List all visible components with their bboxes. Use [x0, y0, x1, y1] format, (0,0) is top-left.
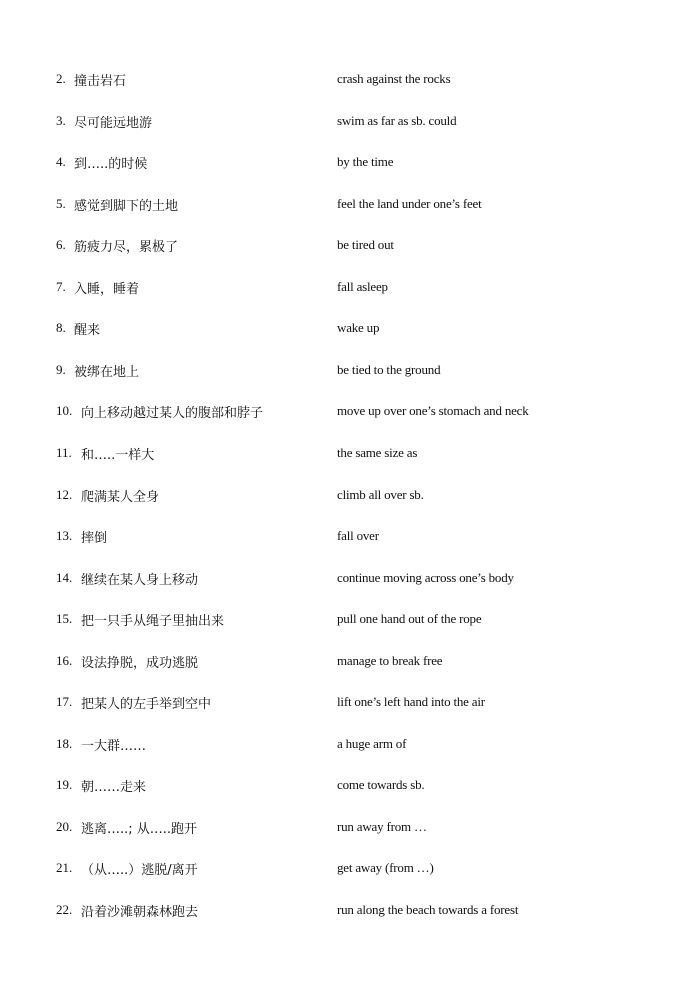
phrase-row — [0, 815, 695, 839]
phrase-row — [0, 399, 695, 423]
phrase-row — [0, 856, 695, 880]
english-phrase: a huge arm of — [337, 735, 407, 751]
chinese-phrase: 和…..一样大 — [81, 447, 155, 463]
english-phrase: crash against the rocks — [337, 71, 451, 86]
english-phrase: run away from … — [337, 818, 427, 834]
chinese-phrase: 继续在某人身上移动 — [81, 572, 199, 588]
item-number: 15. — [56, 611, 73, 627]
chinese-phrase: 摔倒 — [81, 531, 108, 546]
chinese-phrase: 向上移动越过某人的腹部和脖子 — [81, 406, 264, 422]
phrase-row — [0, 649, 695, 673]
phrase-row — [0, 150, 695, 174]
phrase-row — [0, 109, 695, 133]
phrase-row — [0, 67, 695, 91]
chinese-phrase: 设法挣脱，成功逃脱 — [81, 655, 199, 671]
phrase-row — [0, 732, 695, 756]
item-number: 10. — [56, 403, 73, 419]
item-number: 11. — [56, 444, 72, 460]
phrase-row — [0, 690, 695, 714]
english-phrase: feel the land under one’s feet — [337, 195, 482, 211]
chinese-phrase: 把某人的左手举到空中 — [81, 697, 212, 713]
item-number: 5. — [56, 195, 66, 211]
english-phrase: get away (from …) — [337, 860, 434, 876]
item-number: 20. — [56, 818, 73, 834]
item-number: 3. — [56, 112, 66, 128]
chinese-phrase: 感觉到脚下的土地 — [74, 198, 179, 214]
phrase-row — [0, 524, 695, 548]
english-phrase: be tired out — [337, 237, 394, 253]
chinese-phrase: 被绑在地上 — [74, 364, 140, 380]
item-number: 16. — [56, 652, 73, 668]
item-number: 2. — [56, 71, 66, 86]
english-phrase: fall over — [337, 528, 379, 543]
english-phrase: lift one’s left hand into the air — [337, 694, 485, 710]
english-phrase: move up over one’s stomach and neck — [337, 403, 529, 419]
item-number: 7. — [56, 278, 66, 294]
item-number: 17. — [56, 694, 73, 710]
english-phrase: be tied to the ground — [337, 361, 441, 377]
english-phrase: the same size as — [337, 444, 418, 460]
item-number: 14. — [56, 569, 73, 585]
item-number: 4. — [56, 154, 66, 170]
chinese-phrase: 沿着沙滩朝森林跑去 — [81, 905, 199, 920]
item-number: 8. — [56, 320, 66, 336]
english-phrase: fall asleep — [337, 278, 388, 294]
item-number: 19. — [56, 777, 73, 793]
phrase-row — [0, 192, 695, 216]
item-number: 21. — [56, 860, 73, 876]
item-number: 6. — [56, 237, 66, 253]
english-phrase: continue moving across one’s body — [337, 569, 514, 585]
phrase-row — [0, 898, 695, 922]
english-phrase: come towards sb. — [337, 777, 425, 793]
chinese-phrase: 尽可能远地游 — [74, 115, 153, 131]
english-phrase: swim as far as sb. could — [337, 112, 457, 128]
phrase-row — [0, 316, 695, 340]
phrase-row — [0, 233, 695, 257]
phrase-row — [0, 566, 695, 590]
item-number: 9. — [56, 361, 66, 377]
english-phrase: run along the beach towards a forest — [337, 902, 519, 917]
phrase-row — [0, 275, 695, 299]
chinese-phrase: 入睡，睡着 — [74, 281, 140, 297]
chinese-phrase: （从…..）逃脱/离开 — [81, 863, 198, 879]
phrase-row — [0, 607, 695, 631]
phrase-row — [0, 773, 695, 797]
english-phrase: pull one hand out of the rope — [337, 611, 482, 627]
chinese-phrase: 撞击岩石 — [74, 74, 127, 89]
chinese-phrase: 一大群…… — [81, 738, 147, 754]
english-phrase: by the time — [337, 154, 394, 170]
item-number: 12. — [56, 486, 73, 502]
chinese-phrase: 醒来 — [74, 323, 101, 339]
item-number: 22. — [56, 902, 73, 917]
phrase-row — [0, 441, 695, 465]
english-phrase: manage to break free — [337, 652, 443, 668]
chinese-phrase: 朝……走来 — [81, 780, 147, 796]
phrase-row — [0, 483, 695, 507]
chinese-phrase: 到…..的时候 — [74, 157, 148, 173]
chinese-phrase: 把一只手从绳子里抽出来 — [81, 614, 225, 630]
chinese-phrase: 爬满某人全身 — [81, 489, 160, 505]
english-phrase: wake up — [337, 320, 380, 336]
phrase-row — [0, 358, 695, 382]
item-number: 13. — [56, 528, 73, 543]
english-phrase: climb all over sb. — [337, 486, 424, 502]
chinese-phrase: 逃离…..; 从…..跑开 — [81, 821, 198, 837]
chinese-phrase: 筋疲力尽，累极了 — [74, 240, 179, 256]
item-number: 18. — [56, 735, 73, 751]
